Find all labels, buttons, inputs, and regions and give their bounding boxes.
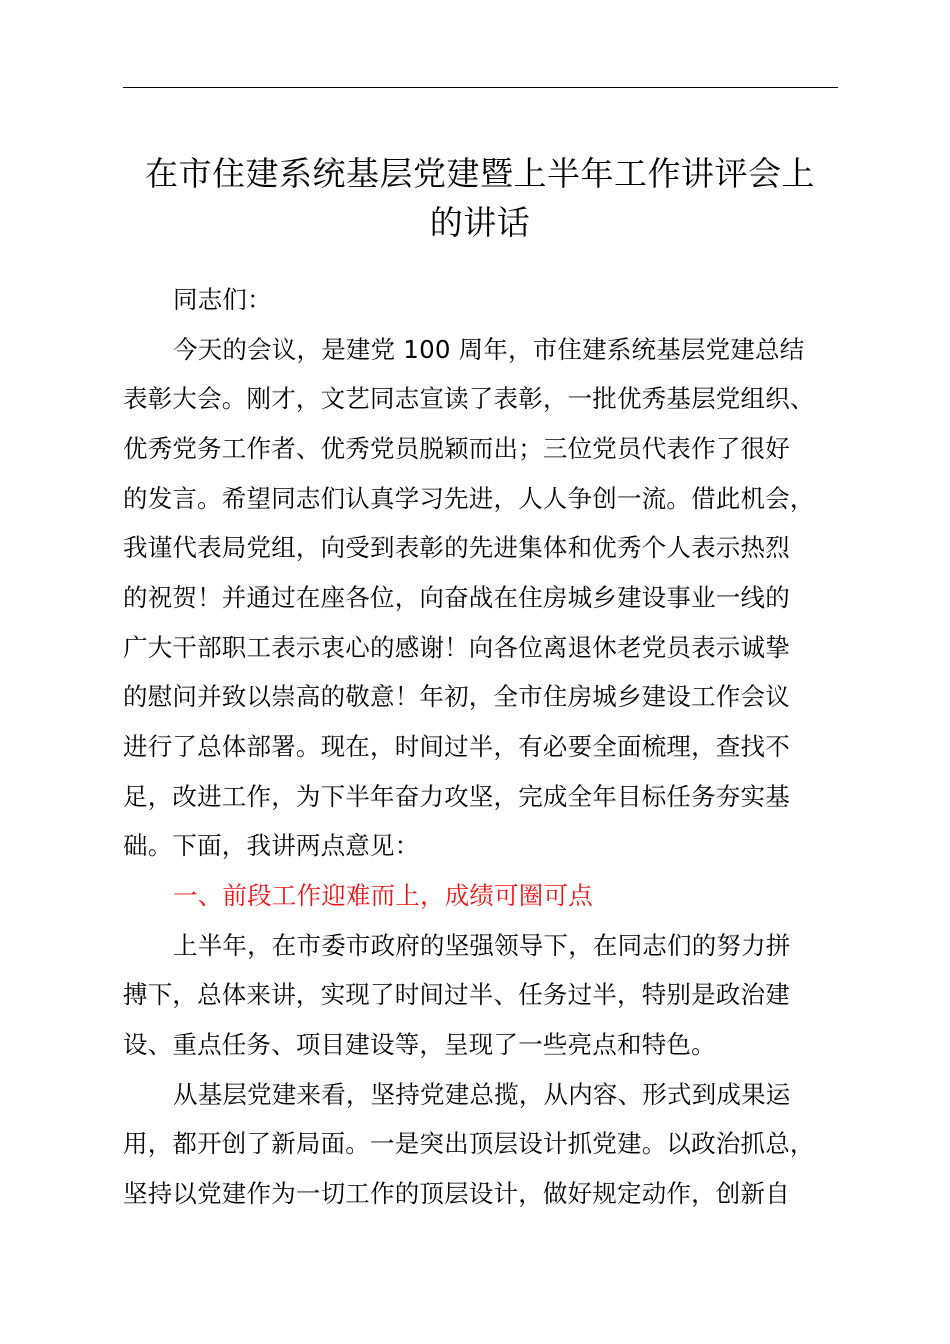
body-line: 的发言。希望同志们认真学习先进，人人争创一流。借此机会， xyxy=(123,484,815,513)
body-line: 坚持以党建作为一切工作的顶层设计，做好规定动作，创新自 xyxy=(123,1179,790,1208)
body-line: 的慰问并致以崇高的敬意！年初，全市住房城乡建设工作会议 xyxy=(123,682,790,711)
body-line: 进行了总体部署。现在，时间过半，有必要全面梳理，查找不 xyxy=(123,732,790,761)
body-line: 上半年，在市委市政府的坚强领导下，在同志们的努力拼 xyxy=(173,931,791,960)
document-title-line-2: 的讲话 xyxy=(429,203,531,242)
body-line: 广大干部职工表示衷心的感谢！向各位离退休老党员表示诚挚 xyxy=(123,633,790,662)
body-line: 表彰大会。刚才，文艺同志宣读了表彰，一批优秀基层党组织、 xyxy=(123,384,815,413)
section-heading: 一、前段工作迎难而上，成绩可圈可点 xyxy=(173,881,593,910)
body-line: 足，改进工作，为下半年奋力攻坚，完成全年目标任务夯实基 xyxy=(123,782,790,811)
body-line: 础。下面，我讲两点意见： xyxy=(123,831,420,860)
body-line: 从基层党建来看，坚持党建总揽，从内容、形式到成果运 xyxy=(173,1080,791,1109)
body-line: 用，都开创了新局面。一是突出顶层设计抓党建。以政治抓总， xyxy=(123,1129,815,1158)
body-line: 优秀党务工作者、优秀党员脱颖而出；三位党员代表作了很好 xyxy=(123,434,790,463)
salutation: 同志们： xyxy=(173,285,272,314)
body-line: 搏下，总体来讲，实现了时间过半、任务过半，特别是政治建 xyxy=(123,980,790,1009)
body-line: 的祝贺！并通过在座各位，向奋战在住房城乡建设事业一线的 xyxy=(123,583,790,612)
header-rule xyxy=(123,87,838,88)
body-line: 我谨代表局党组，向受到表彰的先进集体和优秀个人表示热烈 xyxy=(123,533,790,562)
document-title-line-1: 在市住建系统基层党建暨上半年工作讲评会上 xyxy=(145,154,815,193)
body-line: 设、重点任务、项目建设等，呈现了一些亮点和特色。 xyxy=(123,1030,716,1059)
body-line: 今天的会议，是建党 100 周年，市住建系统基层党建总结 xyxy=(173,335,805,364)
